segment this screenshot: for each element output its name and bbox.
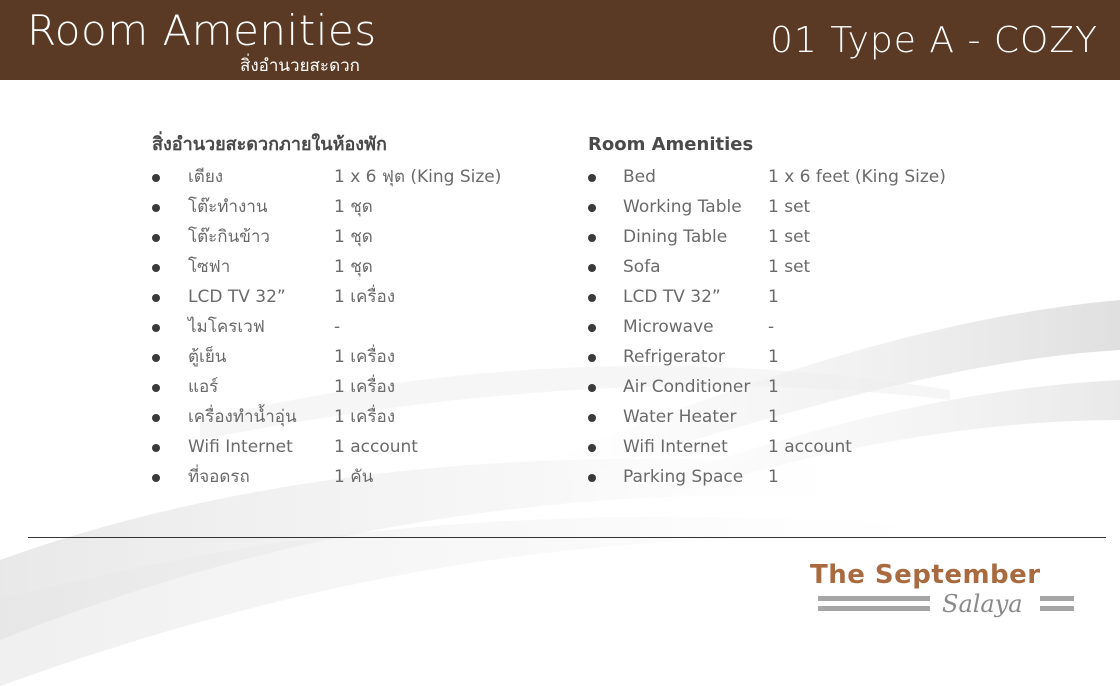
brand-bar bbox=[1040, 596, 1074, 601]
amenity-quantity: 1 bbox=[768, 347, 779, 367]
english-amenities-column bbox=[588, 132, 946, 492]
amenity-quantity: 1 ชุด bbox=[334, 257, 373, 277]
list-item bbox=[588, 462, 779, 492]
list-item bbox=[588, 252, 811, 282]
thai-amenities-column bbox=[152, 132, 502, 492]
amenity-name: Bed bbox=[623, 167, 656, 187]
amenity-name: ที่จอดรถ bbox=[188, 467, 250, 487]
brand-name: The September bbox=[810, 560, 1041, 590]
brand-subname: Salaya bbox=[942, 590, 1023, 618]
bullet-icon bbox=[152, 384, 160, 392]
amenity-quantity: 1 bbox=[768, 377, 779, 397]
bullet-icon bbox=[152, 324, 160, 332]
amenity-name: Sofa bbox=[623, 257, 661, 277]
amenity-name: LCD TV 32” bbox=[623, 287, 721, 307]
amenity-quantity: 1 x 6 feet (King Size) bbox=[768, 167, 946, 187]
amenity-quantity: 1 เครื่อง bbox=[334, 377, 396, 397]
list-item bbox=[588, 162, 946, 192]
brand-bar bbox=[818, 596, 930, 601]
amenity-quantity: 1 เครื่อง bbox=[334, 407, 396, 427]
bullet-icon bbox=[152, 354, 160, 362]
bullet-icon bbox=[588, 174, 596, 182]
list-item bbox=[152, 312, 387, 342]
amenity-name: เครื่องทำน้ำอุ่น bbox=[188, 407, 297, 427]
thai-heading: สิ่งอำนวยสะดวกภายในห้องพัก bbox=[152, 134, 387, 155]
amenity-name: Refrigerator bbox=[623, 347, 725, 367]
brand-bar bbox=[1040, 606, 1074, 611]
page-subtitle: สิ่งอำนวยสะดวก bbox=[240, 56, 360, 76]
list-item bbox=[152, 282, 396, 312]
divider-line bbox=[28, 537, 1106, 538]
bullet-icon bbox=[152, 204, 160, 212]
thai-amenity-list bbox=[152, 162, 502, 492]
bullet-icon bbox=[588, 294, 596, 302]
amenity-quantity: 1 เครื่อง bbox=[334, 287, 396, 307]
bullet-icon bbox=[152, 234, 160, 242]
bullet-icon bbox=[588, 444, 596, 452]
amenity-quantity: 1 account bbox=[768, 437, 852, 457]
amenity-quantity: - bbox=[768, 317, 775, 337]
list-item bbox=[588, 342, 779, 372]
english-amenity-list bbox=[588, 162, 946, 492]
bullet-icon bbox=[588, 234, 596, 242]
header-banner bbox=[0, 0, 1120, 80]
amenity-name: ตู้เย็น bbox=[188, 347, 227, 367]
list-item bbox=[152, 402, 396, 432]
bullet-icon bbox=[152, 264, 160, 272]
room-type-title: 01 Type A - COZY bbox=[769, 20, 1098, 61]
bullet-icon bbox=[152, 174, 160, 182]
bullet-icon bbox=[588, 384, 596, 392]
amenity-name: ไมโครเวฟ bbox=[188, 317, 265, 337]
bullet-icon bbox=[588, 204, 596, 212]
amenity-name: Wifi Internet bbox=[188, 437, 293, 457]
brand-bars-right bbox=[1040, 596, 1074, 616]
amenity-quantity: 1 ชุด bbox=[334, 227, 373, 247]
amenity-quantity: 1 account bbox=[334, 437, 418, 457]
list-item bbox=[152, 342, 396, 372]
list-item bbox=[588, 312, 775, 342]
bullet-icon bbox=[152, 474, 160, 482]
bullet-icon bbox=[588, 474, 596, 482]
list-item bbox=[588, 192, 811, 222]
list-item bbox=[152, 462, 387, 492]
list-item bbox=[152, 222, 387, 252]
amenity-quantity: 1 bbox=[768, 407, 779, 427]
amenity-quantity: 1 set bbox=[768, 257, 811, 277]
amenity-name: Working Table bbox=[623, 197, 742, 217]
page-title: Room Amenities bbox=[27, 6, 377, 55]
amenity-quantity: 1 set bbox=[768, 197, 811, 217]
list-item bbox=[588, 402, 779, 432]
list-item bbox=[152, 372, 396, 402]
english-heading: Room Amenities bbox=[588, 134, 754, 155]
amenity-quantity: 1 คัน bbox=[334, 467, 374, 487]
brand-bars-left bbox=[818, 596, 930, 616]
amenity-name: โต๊ะทำงาน bbox=[188, 197, 268, 217]
bullet-icon bbox=[588, 264, 596, 272]
bullet-icon bbox=[152, 414, 160, 422]
amenity-quantity: 1 x 6 ฟุต (King Size) bbox=[334, 167, 502, 187]
list-item bbox=[588, 282, 779, 312]
amenity-quantity: - bbox=[334, 317, 341, 337]
list-item bbox=[152, 432, 418, 462]
amenity-name: แอร์ bbox=[188, 377, 219, 397]
amenity-name: Dining Table bbox=[623, 227, 728, 247]
bullet-icon bbox=[152, 444, 160, 452]
amenity-name: โต๊ะกินข้าว bbox=[188, 227, 270, 247]
amenity-name: Water Heater bbox=[623, 407, 737, 427]
amenity-name: LCD TV 32” bbox=[188, 287, 286, 307]
list-item bbox=[588, 372, 779, 402]
list-item bbox=[588, 432, 852, 462]
amenity-quantity: 1 เครื่อง bbox=[334, 347, 396, 367]
bullet-icon bbox=[588, 414, 596, 422]
amenity-name: Microwave bbox=[623, 317, 714, 337]
amenity-quantity: 1 bbox=[768, 287, 779, 307]
brand-bar bbox=[818, 606, 930, 611]
list-item bbox=[588, 222, 811, 252]
bullet-icon bbox=[152, 294, 160, 302]
list-item bbox=[152, 192, 387, 222]
list-item bbox=[152, 252, 387, 282]
bullet-icon bbox=[588, 324, 596, 332]
amenity-name: Air Conditioner bbox=[623, 377, 751, 397]
brand-logo bbox=[810, 560, 1082, 630]
amenity-name: โซฟา bbox=[188, 257, 231, 277]
amenity-quantity: 1 set bbox=[768, 227, 811, 247]
amenity-name: Wifi Internet bbox=[623, 437, 728, 457]
bullet-icon bbox=[588, 354, 596, 362]
list-item bbox=[152, 162, 502, 192]
amenity-quantity: 1 bbox=[768, 467, 779, 487]
amenity-name: เตียง bbox=[188, 167, 224, 187]
amenity-quantity: 1 ชุด bbox=[334, 197, 373, 217]
amenity-name: Parking Space bbox=[623, 467, 744, 487]
